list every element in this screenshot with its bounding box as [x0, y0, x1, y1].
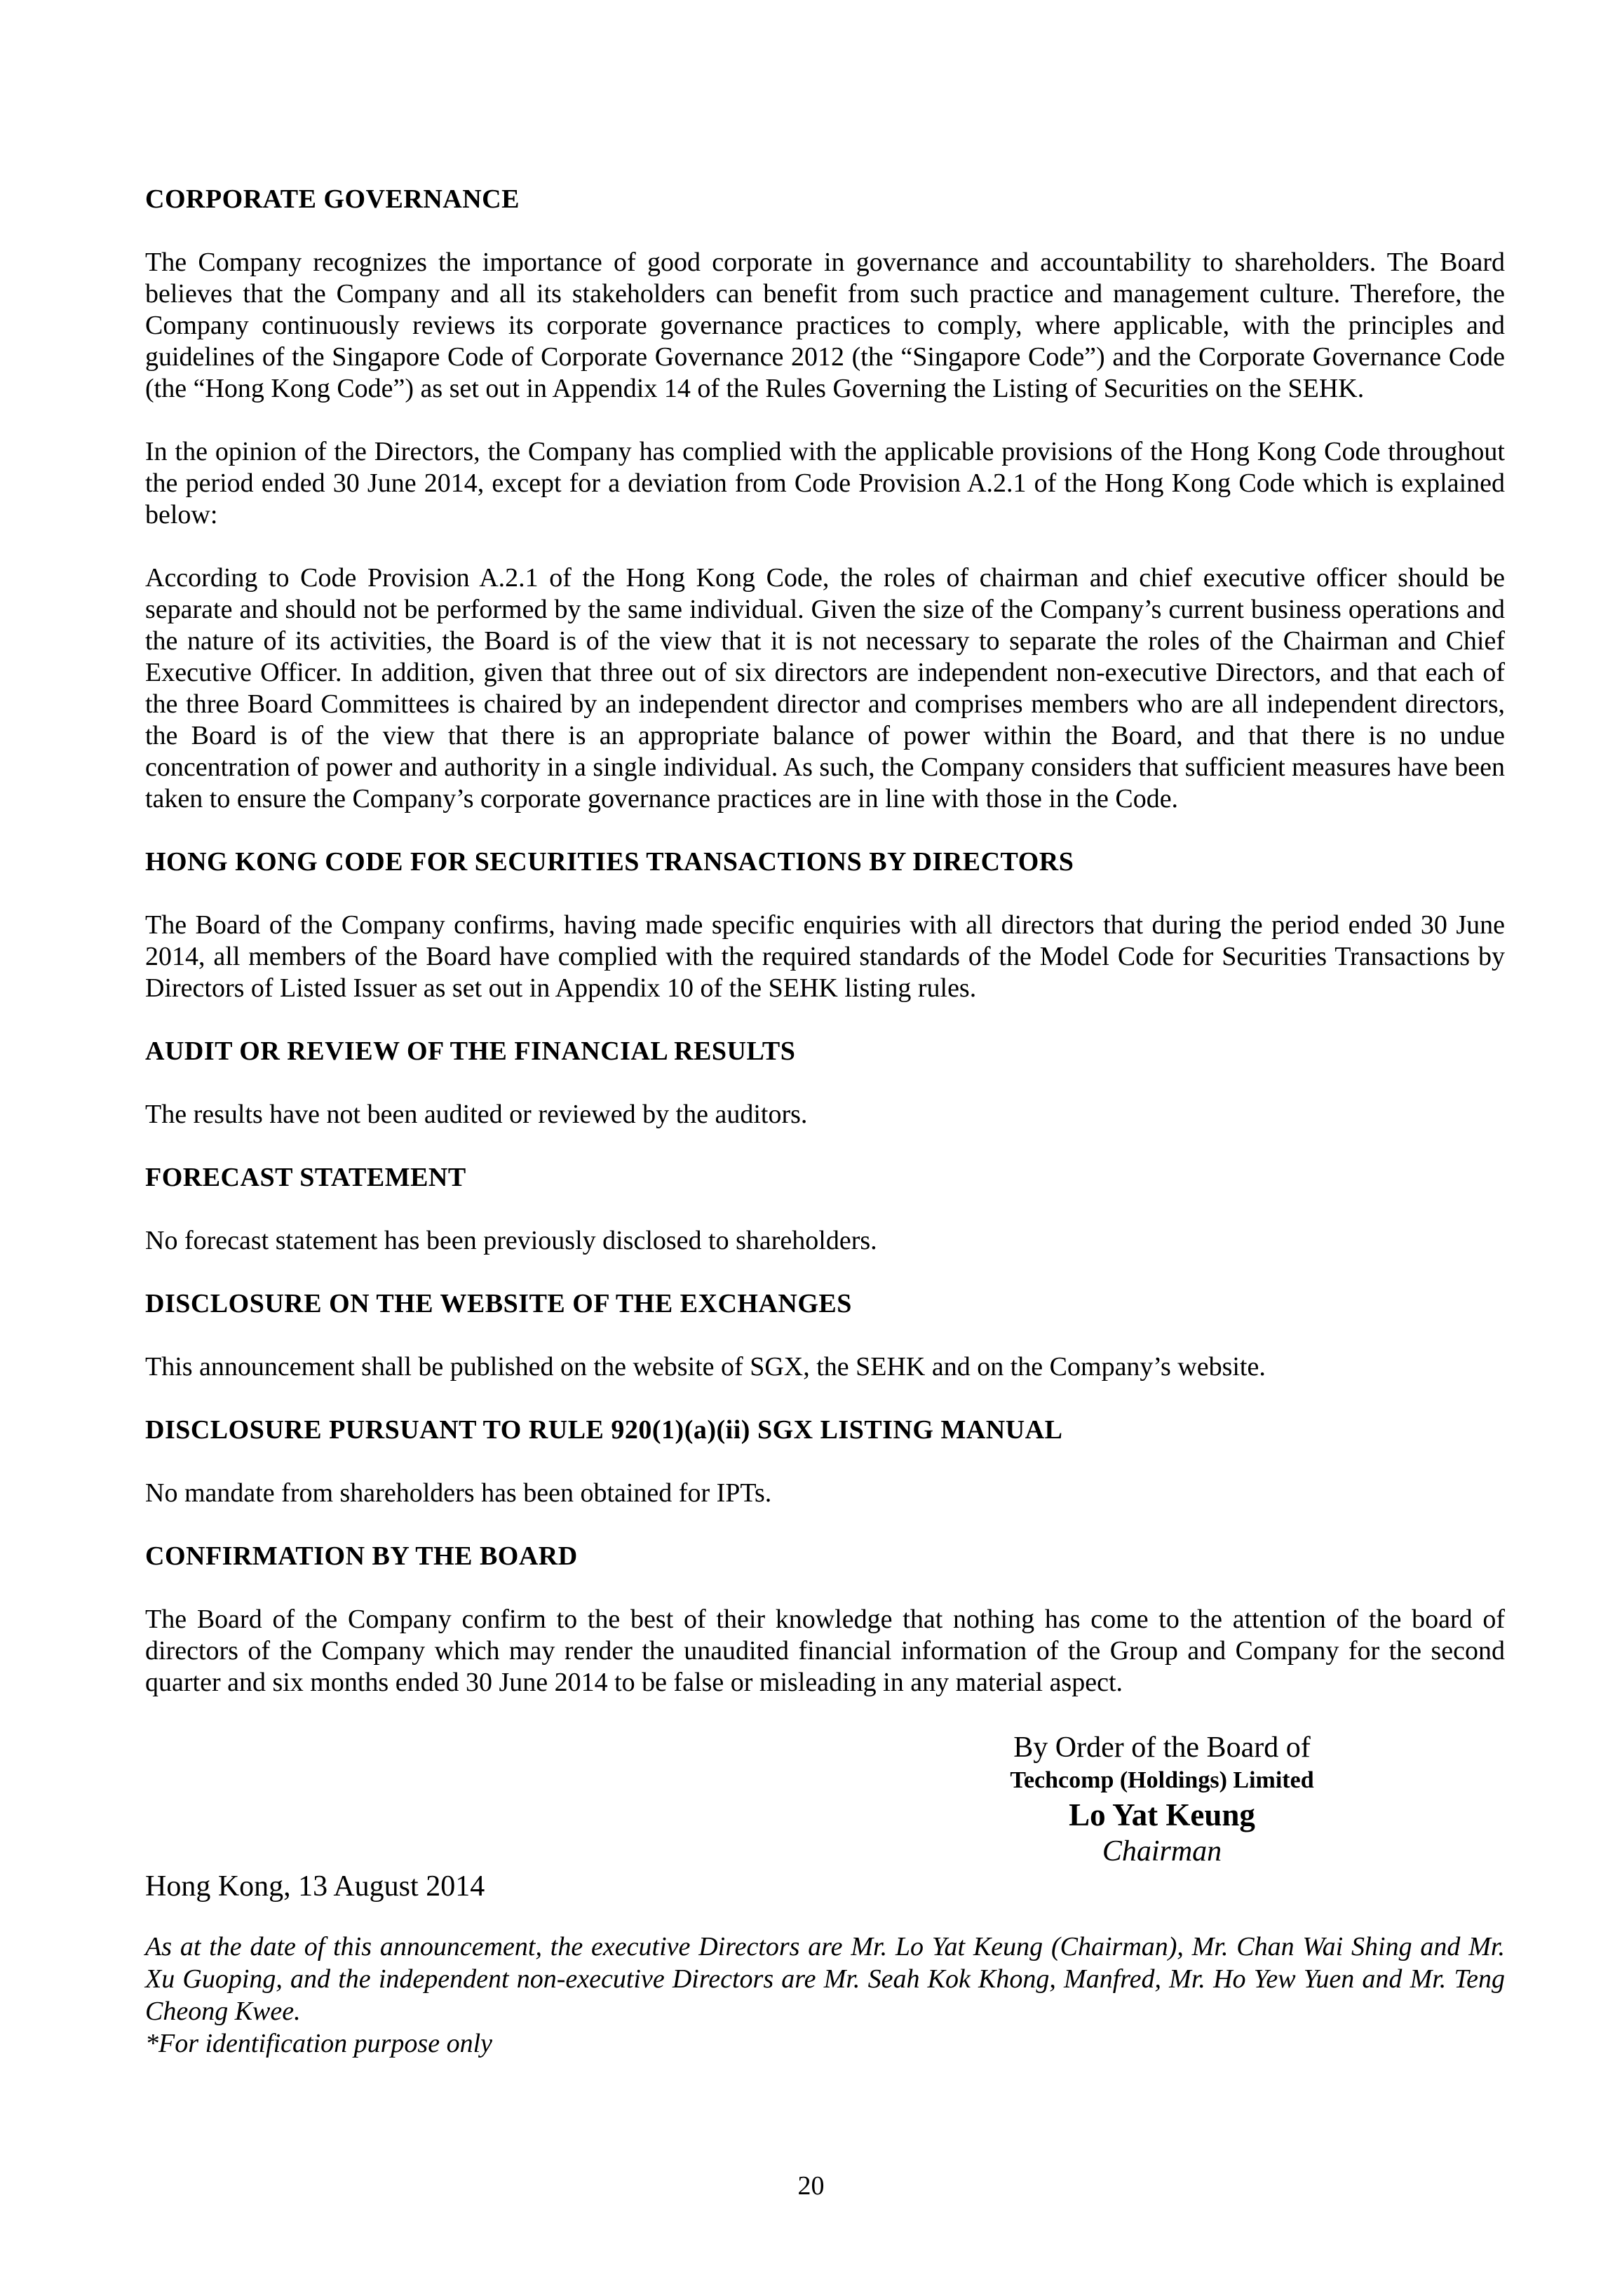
paragraph-forecast-statement: No forecast statement has been previously disclosed to shareholders. [145, 1226, 877, 1255]
directors-footnote: As at the date of this announcement, the executive Directors are Mr. Lo Yat Keung (Chairman), Mr. Chan Wai Shing and Mr. Xu Guoping, and the independent non-executive Directors are Mr. Seah Kok Khong, Manfred, Mr. Ho Yew Yuen and Mr. Teng Cheong Kwee. [145, 1932, 1505, 2026]
paragraph-hk-code: The Board of the Company confirms, having made specific enquiries with all directors that during the period ended 30 June 2014, all members of the Board have complied with the required standards of the Model Code for Securities Transactions by Directors of Listed Issuer as set out in Appendix 10 of the SEHK listing rules. [145, 910, 1505, 1003]
section-rule-920-disclosure [145, 1414, 1505, 1509]
paragraph-website-disclosure: This announcement shall be published on the website of SGX, the SEHK and on the Company’s website. [145, 1352, 1266, 1382]
signature-block [846, 1730, 1478, 1869]
page-number: 20 [797, 2171, 825, 2201]
signatory-name: Lo Yat Keung [1069, 1797, 1255, 1832]
signatory-title: Chairman [1102, 1835, 1222, 1868]
section-corporate-governance [145, 184, 1505, 815]
section-forecast-statement [145, 1162, 1505, 1257]
section-heading-corporate-governance: CORPORATE GOVERNANCE [145, 184, 520, 214]
paragraph-corporate-governance-3: According to Code Provision A.2.1 of the Hong Kong Code, the roles of chairman and chief executive officer should be separate and should not be performed by the same individual. Given the size of the Company’s current business operations and the nature of its activities, the Board is of the view that it is not necessary to separate the roles of the Chairman and Chief Executive Officer. In addition, given that three out of six directors are independent non-executive Directors, and that each of the three Board Committees is chaired by an independent director and comprises members who are all independent directors, the Board is of the view that there is an appropriate balance of power within the Board, and that there is no undue concentration of power and authority in a single individual. As such, the Company considers that sufficient measures have been taken to ensure the Company’s corporate governance practices are in line with those in the Code. [145, 563, 1505, 813]
section-heading-audit-review: AUDIT OR REVIEW OF THE FINANCIAL RESULTS [145, 1036, 796, 1066]
section-website-disclosure [145, 1288, 1505, 1383]
section-heading-forecast-statement: FORECAST STATEMENT [145, 1163, 466, 1192]
section-heading-hk-code: HONG KONG CODE FOR SECURITIES TRANSACTIONS BY DIRECTORS [145, 847, 1074, 877]
paragraph-corporate-governance-1: The Company recognizes the importance of good corporate in governance and accountability to shareholders. The Board believes that the Company and all its stakeholders can benefit from such practice and management culture. Therefore, the Company continuously reviews its corporate governance practices to comply, where applicable, with the principles and guidelines of the Singapore Code of Corporate Governance 2012 (the “Singapore Code”) and the Corporate Governance Code (the “Hong Kong Code”) as set out in Appendix 14 of the Rules Governing the Listing of Securities on the SEHK. [145, 248, 1505, 403]
section-board-confirmation [145, 1541, 1505, 1699]
section-heading-website-disclosure: DISCLOSURE ON THE WEBSITE OF THE EXCHANGES [145, 1289, 852, 1318]
paragraph-rule-920: No mandate from shareholders has been obtained for IPTs. [145, 1478, 772, 1508]
section-audit-review [145, 1036, 1505, 1130]
paragraph-corporate-governance-2: In the opinion of the Directors, the Company has complied with the applicable provisions of the Hong Kong Code throughout the period ended 30 June 2014, except for a deviation from Code Provision A.2.1 of the Hong Kong Code which is explained below: [145, 437, 1505, 529]
company-name: Techcomp (Holdings) Limited [1010, 1767, 1314, 1793]
section-heading-rule-920: DISCLOSURE PURSUANT TO RULE 920(1)(a)(ii) SGX LISTING MANUAL [145, 1415, 1063, 1445]
identification-footnote: *For identification purpose only [145, 2029, 493, 2058]
dateline: Hong Kong, 13 August 2014 [145, 1870, 485, 1903]
paragraph-board-confirmation: The Board of the Company confirm to the best of their knowledge that nothing has come to the attention of the board of directors of the Company which may render the unaudited financial information of the Group and Company for the second quarter and six months ended 30 June 2014 to be false or misleading in any material aspect. [145, 1605, 1505, 1697]
section-hk-code-securities-transactions [145, 846, 1505, 1004]
paragraph-audit-review: The results have not been audited or reviewed by the auditors. [145, 1100, 808, 1129]
by-order-line: By Order of the Board of [1013, 1731, 1311, 1764]
section-heading-board-confirmation: CONFIRMATION BY THE BOARD [145, 1541, 578, 1571]
